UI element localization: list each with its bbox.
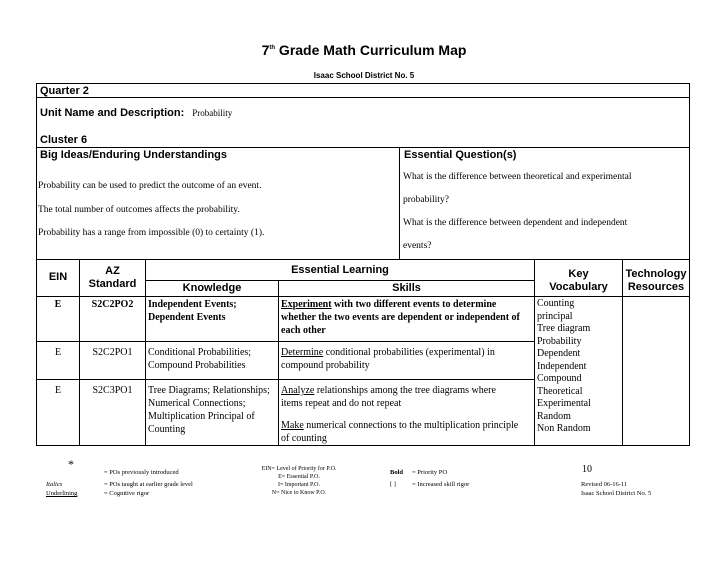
header-row-divider <box>36 296 690 297</box>
page-number: 10 <box>582 464 592 475</box>
table-row-knowledge: Tree Diagrams; Relationships; Numerical Connections; Multiplication Principal of Counting <box>148 385 270 435</box>
page-title: 7th Grade Math Curriculum Map <box>261 42 467 58</box>
vocabulary-item: Compound <box>537 373 582 384</box>
essential-question-line: probability? <box>403 195 449 205</box>
vocabulary-header-line2: Vocabulary <box>549 281 608 293</box>
big-ideas-heading: Big Ideas/Enduring Understandings <box>40 149 228 161</box>
table-row-standard: S2C3PO1 <box>92 385 133 396</box>
table-row-ein: E <box>54 385 62 396</box>
ein-header: EIN <box>48 271 68 283</box>
vocabulary-item: Independent <box>537 360 587 372</box>
vocabulary-item: Random <box>537 410 571 422</box>
vocabulary-header-line1: Key <box>568 268 589 280</box>
footer-brackets-desc: = Increased skill rigor <box>412 481 470 488</box>
essential-question-line: What is the difference between theoretical and experimental <box>403 172 632 182</box>
footer-bold: Bold <box>390 469 404 476</box>
unit-row <box>40 103 232 121</box>
unit-label: Unit Name and Description: <box>40 107 185 119</box>
vocabulary-item: Dependent <box>537 348 581 359</box>
footer-underlining-desc: = Cognitive rigor <box>104 490 150 497</box>
vocabulary-item: Experimental <box>537 398 591 409</box>
quarter-divider <box>36 97 690 98</box>
skills-header: Skills <box>392 282 421 294</box>
footer-ein-legend: EIN= Level of Priority for P.O. E= Essential P.O. I= Important P.O. N= Nice to Know P.O. <box>261 466 337 496</box>
cluster-label: Cluster 6 <box>40 134 88 146</box>
vocabulary-item: Tree diagram <box>537 323 591 334</box>
footer-brackets: [ ] <box>390 481 396 488</box>
vocabulary-item: Theoretical <box>537 385 583 397</box>
table-row-skills: Analyze relationships among the tree diagrams where items repeat and do not repeat <box>281 385 496 409</box>
cluster-divider <box>36 147 690 148</box>
footer-italics-desc: = POs taught at earlier grade level <box>104 481 193 488</box>
table-row-knowledge: Conditional Probabilities; Compound Probabilities <box>148 347 252 371</box>
essential-question-line: events? <box>403 241 432 251</box>
table-top-border <box>36 83 690 84</box>
knowledge-column-divider <box>278 280 279 446</box>
quarter-label: Quarter 2 <box>40 85 89 97</box>
table-row-skills: Determine conditional probabilities (experimental) in compound probability <box>281 347 495 371</box>
unit-name: Probability <box>192 108 233 118</box>
big-idea-item: Probability has a range from impossible (0) to certainty (1). <box>38 228 265 238</box>
vocabulary-item: principal <box>537 310 573 322</box>
knowledge-header: Knowledge <box>182 282 242 294</box>
footer-underlining: Underlining <box>46 490 78 497</box>
table-row-skills: Experiment with two different events to determine whether the two events are dependent or independent of each other <box>281 299 520 336</box>
vocabulary-item: Counting <box>537 298 575 309</box>
footer-star-desc: = POs previously introduced <box>104 469 179 476</box>
big-idea-item: The total number of outcomes affects the probability. <box>38 205 240 215</box>
row2-divider <box>36 379 534 380</box>
table-row-skills-2: Make numerical connections to the multiplication principle of counting <box>281 420 519 444</box>
table-row-standard: S2C2PO2 <box>91 299 134 310</box>
essential-questions-heading: Essential Question(s) <box>404 149 517 161</box>
table-row-ein: E <box>54 347 62 358</box>
table-row-ein: E <box>54 299 62 310</box>
table-bottom-border <box>36 445 690 446</box>
bigideas-divider <box>36 259 690 260</box>
technology-header-line1: Technology <box>625 268 687 280</box>
big-idea-item: Probability can be used to predict the outcome of an event. <box>38 181 262 191</box>
vocabulary-list <box>537 298 591 436</box>
vocabulary-item: Non Random <box>537 423 591 434</box>
footer-district: Isaac School District No. 5 <box>581 490 652 497</box>
district-subtitle: Isaac School District No. 5 <box>313 71 415 80</box>
row1-divider <box>36 341 534 342</box>
table-right-border <box>689 83 690 446</box>
essential-learning-divider <box>145 280 535 281</box>
technology-header-line2: Resources <box>627 281 685 293</box>
essential-learning-header: Essential Learning <box>291 264 389 276</box>
essential-question-line: What is the difference between dependent and independent <box>403 218 628 228</box>
az-header-line1: AZ <box>105 265 120 277</box>
footer-revised: Revised 06-16-11 <box>581 481 628 488</box>
az-header-line2: Standard <box>88 278 137 290</box>
table-row-standard: S2C2PO1 <box>92 347 133 358</box>
bigideas-column-divider <box>399 147 400 260</box>
vocabulary-item: Probability <box>537 335 582 347</box>
footer-star: * <box>68 457 74 471</box>
table-row-knowledge: Independent Events; Dependent Events <box>148 299 237 323</box>
footer-italics: Italics <box>46 481 63 488</box>
footer-bold-desc: = Priority PO <box>412 469 448 476</box>
